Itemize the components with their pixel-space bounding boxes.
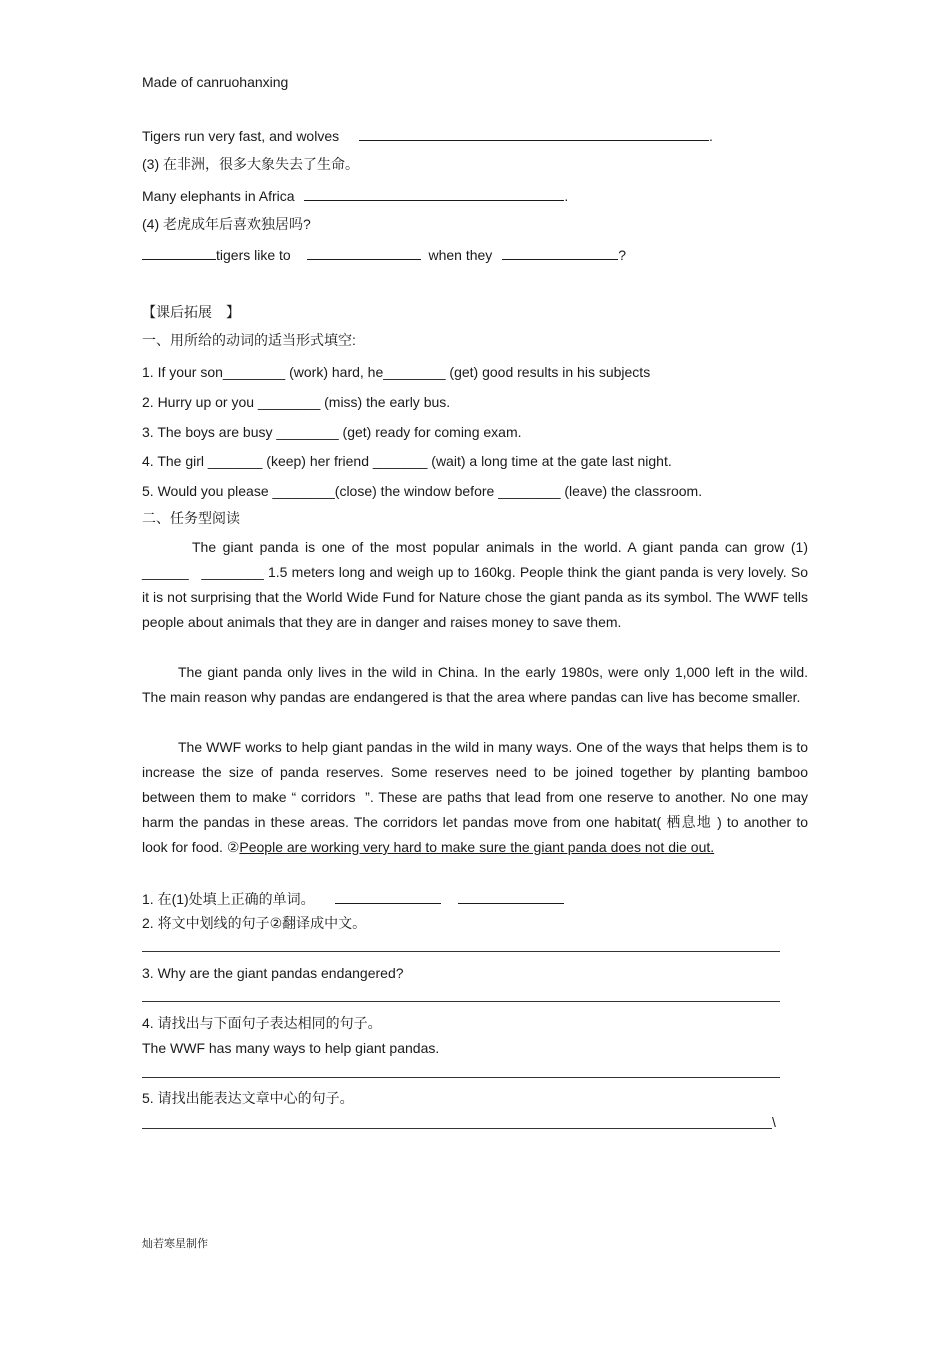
paragraph-1-rest: 1.5 meters long and weigh up to 160kg. People think the giant panda is very lovely. So it is not surprising that the World Wide Fund for Nature chose the giant panda as its symbol. The WWF tells people about animals that they are in danger and raises money to save them. — [142, 564, 808, 630]
paragraph-3-corridors: “ corridors ” — [291, 789, 370, 805]
item-4-part1: tigers like to — [216, 247, 291, 263]
question-1 — [142, 889, 564, 908]
extension-title: 【课后拓展 】 — [142, 304, 240, 320]
exercise-item: 3. The boys are busy ________ (get) ready for coming exam. — [142, 424, 522, 440]
line-end-mark: \ — [772, 1114, 776, 1130]
question-5: 5. 请找出能表达文章中心的句子。 — [142, 1090, 354, 1106]
answer-blank[interactable] — [502, 245, 618, 260]
paragraph-3-middle: . These are paths that lead from one reserve to another. No one may harm the pandas in these areas. The corridors let pandas move from one habitat( 栖息地 ) to another to look for food. ② — [142, 789, 809, 855]
translation-item-2 — [142, 126, 713, 145]
translation-item-4-chinese: (4) 老虎成年后喜欢独居吗? — [142, 216, 311, 232]
answer-line[interactable] — [142, 1077, 780, 1078]
period: . — [709, 128, 713, 144]
exercise-item: 1. If your son________ (work) hard, he________ (get) good results in his subjects — [142, 364, 651, 380]
question-2: 2. 将文中划线的句子②翻译成中文。 — [142, 915, 367, 931]
part2-title: 二、任务型阅读 — [142, 510, 240, 526]
item-2-text: Tigers run very fast, and wolves — [142, 128, 340, 144]
exercise-item: 4. The girl _______ (keep) her friend _______ (wait) a long time at the gate last night. — [142, 453, 672, 469]
answer-blank[interactable] — [359, 126, 709, 141]
page-footer: 灿若寒星制作 — [142, 1238, 208, 1250]
item-3-text: Many elephants in Africa — [142, 188, 295, 204]
question-mark: ? — [618, 247, 626, 263]
page-header: Made of canruohanxing — [142, 74, 289, 90]
translation-item-3 — [142, 186, 568, 205]
answer-blank[interactable] — [304, 186, 564, 201]
question-1-text: 1. 在(1)处填上正确的单词。 — [142, 891, 315, 907]
question-3: 3. Why are the giant pandas endangered? — [142, 965, 404, 981]
question-4: 4. 请找出与下面句子表达相同的句子。 — [142, 1015, 382, 1031]
answer-line[interactable] — [142, 1001, 780, 1002]
translation-item-4 — [142, 245, 626, 264]
exercise-item: 2. Hurry up or you ________ (miss) the early bus. — [142, 394, 451, 410]
answer-blank[interactable] — [142, 245, 216, 260]
item-4-part2: when they — [428, 247, 493, 263]
underlined-sentence: People are working very hard to make sure the giant panda does not die out. — [239, 839, 715, 855]
part1-title: 一、用所给的动词的适当形式填空: — [142, 332, 356, 348]
period: . — [564, 188, 569, 204]
reading-paragraph-1 — [142, 535, 808, 635]
translation-item-3-chinese: (3) 在非洲，很多大象失去了生命。 — [142, 156, 359, 172]
answer-blank[interactable] — [307, 245, 421, 260]
reading-paragraph-3 — [142, 735, 808, 860]
answer-line[interactable] — [142, 951, 780, 952]
question-4-sentence: The WWF has many ways to help giant pandas. — [142, 1040, 440, 1056]
exercise-item: 5. Would you please ________(close) the window before ________ (leave) the classroom. — [142, 483, 703, 499]
reading-paragraph-2: The giant panda only lives in the wild in China. In the early 1980s, were only 1,000 left in the wild. The main reason why pandas are endangered is that the area where pandas can live has become smaller. — [142, 664, 808, 705]
answer-line[interactable] — [142, 1128, 772, 1129]
paragraph-1-blanks: ______ ________ — [142, 564, 264, 580]
paragraph-3-start: The WWF works to help giant pandas in the wild in many ways. One of the ways that helps them is to increase the size of panda reserves. Some reserves need to be joined together by planting bamboo between them to make — [142, 739, 808, 805]
paragraph-1-start: The giant panda is one of the most popular animals in the world. A giant panda can grow (1) — [192, 539, 808, 555]
answer-blank[interactable] — [458, 889, 564, 904]
answer-blank[interactable] — [335, 889, 441, 904]
